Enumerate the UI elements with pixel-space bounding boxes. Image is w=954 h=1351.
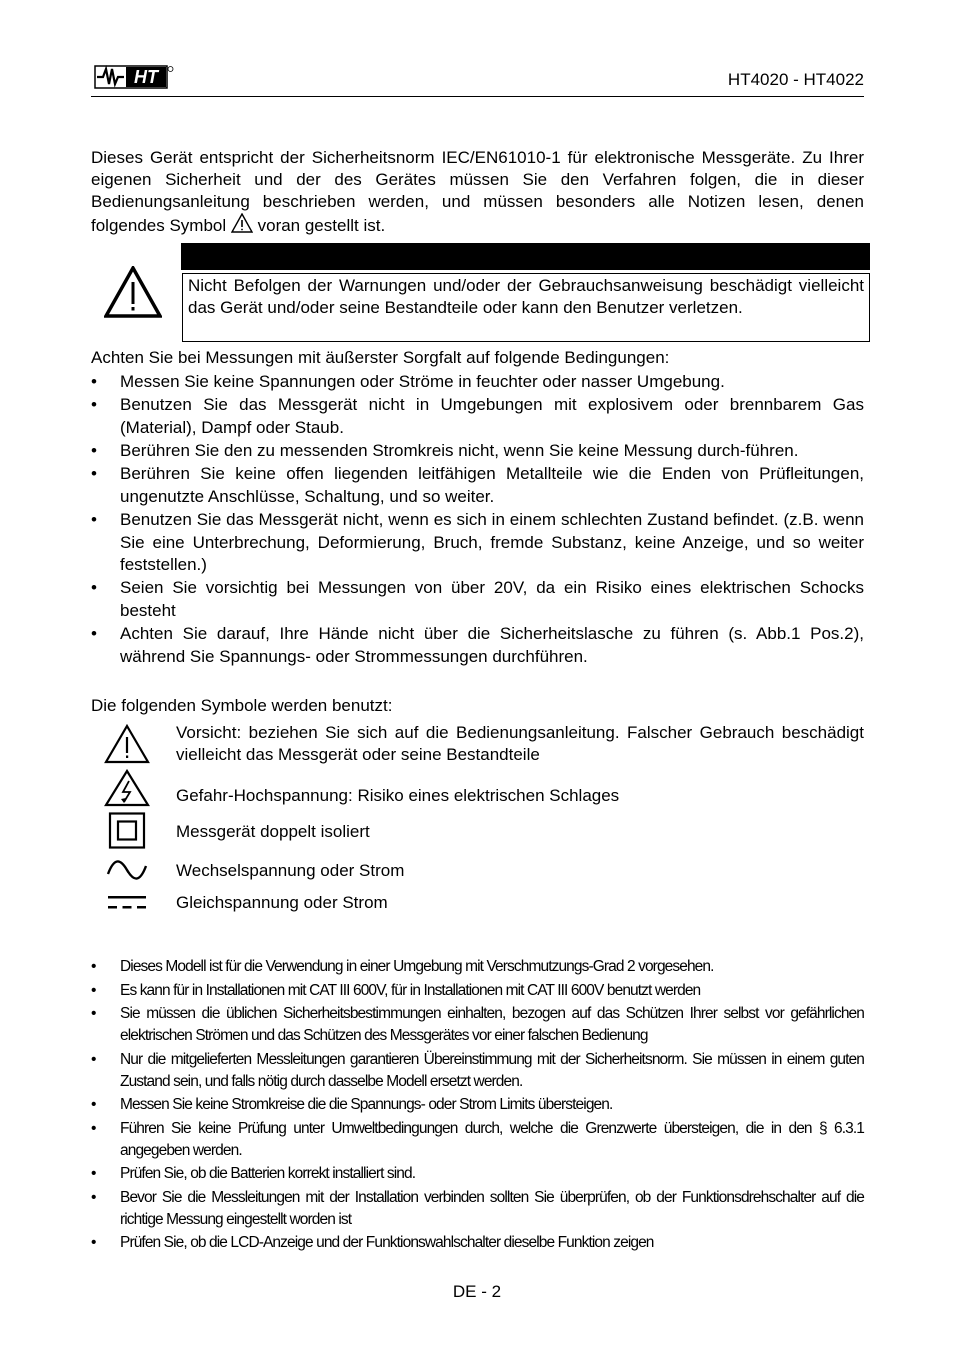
condition-item-text: Berühren Sie den zu messenden Stromkreis nicht, wenn Sie keine Messung durch-führen. bbox=[120, 441, 799, 461]
model-number: HT4020 - HT4022 bbox=[727, 70, 864, 89]
notes-list bbox=[91, 956, 864, 1256]
bullet-marker: • bbox=[91, 372, 97, 391]
double-insulation-icon bbox=[104, 812, 150, 850]
note-item-text: Führen Sie keine Prüfung unter Umweltbedingungen durch, welche die Grenzwerte übersteigen, die in den § 6.3.1 angegeben werden. bbox=[120, 1119, 864, 1159]
condition-item-text: Benutzen Sie das Messgerät nicht in Umgebungen mit explosivem oder brennbarem Gas (Material), Dampf oder Staub. bbox=[120, 395, 864, 437]
symbol-text-ac: Wechselspannung oder Strom bbox=[176, 861, 405, 880]
bullet-marker: • bbox=[91, 1188, 96, 1206]
bullet-marker: • bbox=[91, 1234, 96, 1251]
warning-triangle-icon bbox=[104, 266, 162, 318]
bullet-marker: • bbox=[91, 1119, 96, 1137]
bullet-marker: • bbox=[91, 981, 96, 999]
bullet-marker: • bbox=[91, 510, 97, 530]
note-item-text: Messen Sie keine Stromkreise die die Spannungs- oder Strom Limits übersteigen. bbox=[120, 1096, 613, 1113]
symbols-intro: Die folgenden Symbole werden benutzt: bbox=[91, 696, 393, 715]
symbol-text-high-voltage: Gefahr-Hochspannung: Risiko eines elektrischen Schlages bbox=[176, 786, 620, 805]
note-item bbox=[91, 1118, 864, 1162]
bullet-marker: • bbox=[91, 441, 97, 461]
note-item-text: Prüfen Sie, ob die LCD-Anzeige und der Funktionswahlschalter dieselbe Funktion zeigen bbox=[120, 1234, 654, 1251]
conditions-intro: Achten Sie bei Messungen mit äußerster Sorgfalt auf folgende Bedingungen: bbox=[91, 348, 670, 367]
bullet-marker: • bbox=[91, 1165, 96, 1182]
note-item bbox=[91, 1094, 864, 1116]
note-item-text: Sie müssen die üblichen Sicherheitsbestimmungen einhalten, bezogen auf das Schützen Ihrer selbst vor gefährlichen elektrischen Strömen und das Schützen des Messgerätes vor einer falschen Bedienung bbox=[120, 1005, 864, 1044]
warning-header-bar bbox=[181, 243, 870, 270]
note-item bbox=[91, 1232, 864, 1254]
dc-icon bbox=[104, 893, 150, 913]
symbol-text-double-insulation: Messgerät doppelt isoliert bbox=[176, 822, 370, 841]
high-voltage-icon bbox=[104, 769, 150, 807]
note-item bbox=[91, 980, 864, 1002]
bullet-marker: • bbox=[91, 1096, 96, 1113]
condition-item-text: Seien Sie vorsichtig bei Messungen von über 20V, da ein Risiko eines elektrischen Schocks besteht bbox=[120, 578, 864, 620]
warning-triangle-icon bbox=[231, 213, 253, 233]
note-item bbox=[91, 1163, 864, 1185]
bullet-marker: • bbox=[91, 578, 97, 598]
condition-item-text: Benutzen Sie das Messgerät nicht, wenn es sich in einem schlechten Zustand befindet. (z.B. wenn Sie eine Unterbrechung, Deformierung, Bruch, fremde Substanz, keine Anzeige, und so weiter feststellen.) bbox=[120, 510, 864, 575]
intro-paragraph: Dieses Gerät entspricht der Sicherheitsnorm IEC/EN61010-1 für elektronische Messgeräte. Zu Ihrer eigenen Sicherheit und der des Gerätes müssen Sie den Verfahren folgen, die in dieser Bedienungsanleitung beschrieben werden, und müssen besonders alle Notizen lesen, denen folgendes Symbol voran gestellt ist. bbox=[91, 148, 864, 235]
symbol-text-dc: Gleichspannung oder Strom bbox=[176, 893, 388, 912]
symbol-text-caution: Vorsicht: beziehen Sie sich auf die Bedienungsanleitung. Falscher Gebrauch beschädigt vielleicht das Messgerät oder seine Bestandteile bbox=[176, 723, 864, 764]
caution-triangle-icon bbox=[104, 724, 150, 764]
note-item bbox=[91, 956, 864, 978]
bullet-marker: • bbox=[91, 395, 97, 415]
page-header bbox=[91, 62, 864, 97]
warning-text-box: Nicht Befolgen der Warnungen und/oder der Gebrauchsanweisung beschädigt vielleicht das Gerät und/oder seine Bestandteile oder kann den Benutzer verletzen. bbox=[182, 273, 870, 342]
note-item-text: Prüfen Sie, ob die Batterien korrekt installiert sind. bbox=[120, 1165, 416, 1182]
condition-item bbox=[91, 463, 864, 508]
condition-item-text: Achten Sie darauf, Ihre Hände nicht über die Sicherheitslasche zu führen (s. Abb.1 Pos.2), während Sie Spannungs- oder Strommessungen durchführen. bbox=[120, 624, 864, 666]
condition-item-text: Messen Sie keine Spannungen oder Ströme in feuchter oder nasser Umgebung. bbox=[120, 372, 725, 391]
condition-item bbox=[91, 577, 864, 622]
note-item bbox=[91, 1187, 864, 1231]
bullet-marker: • bbox=[91, 958, 96, 975]
bullet-marker: • bbox=[91, 1005, 96, 1022]
condition-item bbox=[91, 371, 864, 394]
condition-item bbox=[91, 623, 864, 668]
page-number: DE - 2 bbox=[452, 1282, 502, 1301]
bullet-marker: • bbox=[91, 1050, 96, 1068]
note-item bbox=[91, 1003, 864, 1047]
condition-item bbox=[91, 509, 864, 577]
note-item-text: Dieses Modell ist für die Verwendung in einer Umgebung mit Verschmutzungs-Grad 2 vorgesehen. bbox=[120, 958, 714, 975]
ac-wave-icon bbox=[104, 856, 150, 884]
bullet-marker: • bbox=[91, 464, 97, 484]
note-item bbox=[91, 1049, 864, 1093]
condition-item bbox=[91, 440, 864, 463]
note-item-text: Nur die mitgelieferten Messleitungen garantieren Übereinstimmung mit der Sicherheitsnorm. Sie müssen in einem guten Zustand sein, und falls nötig durch dasselbe Modell ersetzt werden. bbox=[120, 1050, 864, 1090]
note-item-text: Es kann für in Installationen mit CAT III 600V, für in Installationen mit CAT III 600V benutzt werden bbox=[120, 981, 701, 999]
condition-item-text: Berühren Sie keine offen liegenden leitfähigen Metallteile wie die Enden von Prüfleitungen, ungenutzte Anschlüsse, Schaltung, und so weiter. bbox=[120, 464, 864, 506]
logo-text: HT bbox=[134, 67, 158, 87]
bullet-marker: • bbox=[91, 624, 97, 644]
conditions-list bbox=[91, 371, 864, 669]
note-item-text: Bevor Sie die Messleitungen mit der Installation verbinden sollten Sie überprüfen, ob der Funktionsdrehschalter auf die richtige Messung eingestellt worden ist bbox=[120, 1188, 864, 1228]
ht-logo bbox=[94, 62, 174, 90]
condition-item bbox=[91, 394, 864, 439]
